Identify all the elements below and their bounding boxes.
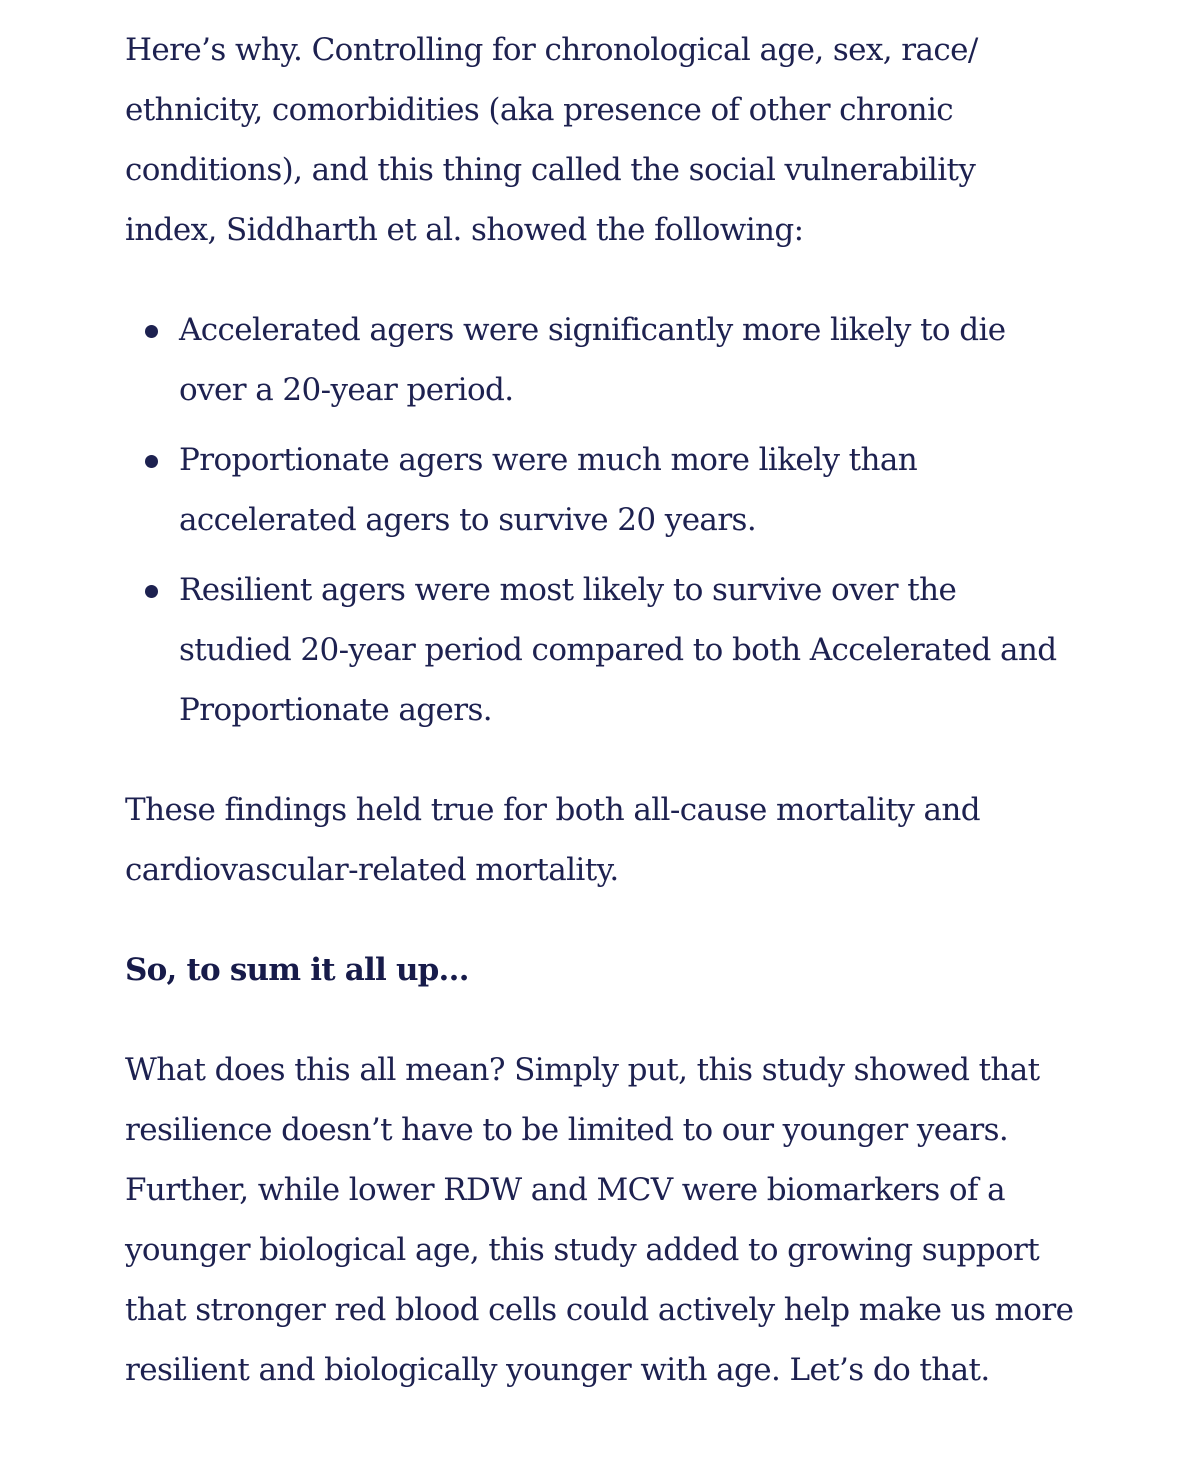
list-item-text: Accelerated agers were significantly more likely to die over a 20-year period. [179, 312, 1006, 408]
article-body [125, 20, 1075, 1400]
conclusion-paragraph: What does this all mean? Simply put, this study showed that resilience doesn’t have to be limited to our younger years. Further, while lower RDW and MCV were biomarkers of a younger biological age, this study added to growing support that stronger red blood cells could actively help make us more resilient and biologically younger with age. Let’s do that. [125, 1052, 1074, 1388]
list-item [125, 430, 1075, 550]
bullet-dot-icon [145, 455, 158, 468]
list-item [125, 300, 1075, 420]
findings-list [125, 300, 1075, 740]
list-item-text: Resilient agers were most likely to survive over the studied 20-year period compared to both Accelerated and Proportionate agers. [179, 572, 1057, 728]
findings-paragraph: These findings held true for both all-cause mortality and cardiovascular-related mortality. [125, 792, 981, 888]
intro-paragraph: Here’s why. Controlling for chronological age, sex, race/ ethnicity, comorbidities (aka presence of other chronic conditions), and this thing called the social vulnerability index, Siddharth et al. showed the following: [125, 32, 978, 248]
bullet-dot-icon [145, 325, 158, 338]
bullet-dot-icon [145, 585, 158, 598]
section-heading: So, to sum it all up… [125, 952, 469, 988]
list-item [125, 560, 1075, 740]
list-item-text: Proportionate agers were much more likely than accelerated agers to survive 20 years. [179, 442, 918, 538]
